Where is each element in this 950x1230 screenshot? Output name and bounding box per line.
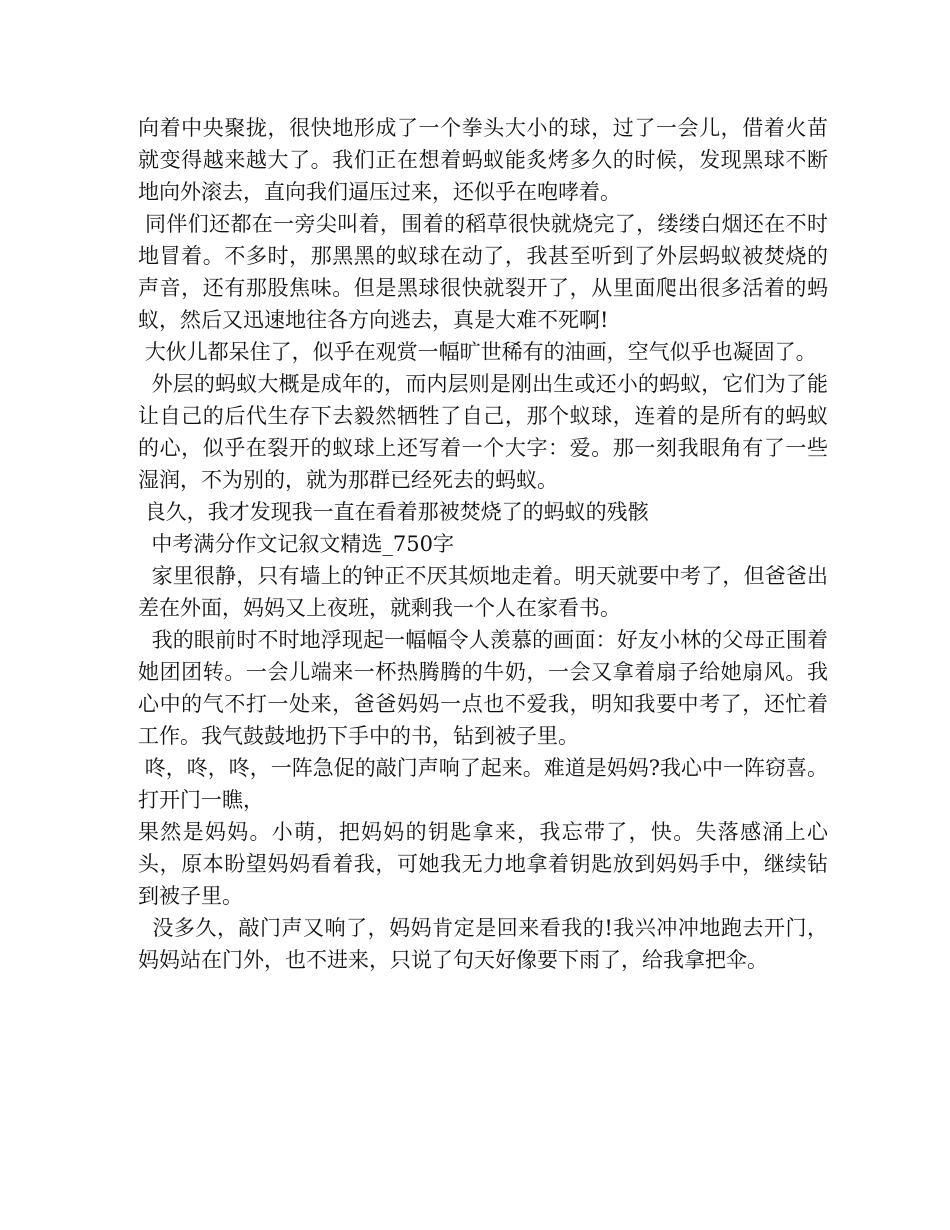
- paragraph: 良久，我才发现我一直在看着那被焚烧了的蚂蚁的残骸: [138, 500, 649, 524]
- paragraph: 没多久，敲门声又响了，妈妈肯定是回来看我的!我兴冲冲地跑去开门，妈妈站在门外，也不进来，只说了句天好像要下雨了，给我拿把伞。: [138, 916, 829, 972]
- paragraph: 同伴们还都在一旁尖叫着，围着的稻草很快就烧完了，缕缕白烟还在不时地冒着。不多时，那黑黑的蚁球在动了，我甚至听到了外层蚂蚁被焚烧的声音，还有那股焦味。但是黑球很快就裂开了，从里面爬出很多活着的蚂蚁，然后又迅速地往各方向逃去，真是大难不死啊!: [138, 212, 828, 332]
- section-title: 中考满分作文记叙文精选_750字: [138, 532, 454, 556]
- paragraph: 咚，咚，咚，一阵急促的敲门声响了起来。难道是妈妈?我心中一阵窃喜。打开门一瞧，: [138, 756, 828, 812]
- paragraph: 我的眼前时不时地浮现起一幅幅令人羡慕的画面：好友小林的父母正围着她团团转。一会儿端来一杯热腾腾的牛奶，一会又拿着扇子给她扇风。我心中的气不打一处来，爸爸妈妈一点也不爱我，明知我要中考了，还忙着工作。我气鼓鼓地扔下手中的书，钻到被子里。: [138, 628, 828, 748]
- paragraph: 果然是妈妈。小萌，把妈妈的钥匙拿来，我忘带了，快。失落感涌上心头，原本盼望妈妈看着我，可她我无力地拿着钥匙放到妈妈手中，继续钻到被子里。: [138, 820, 828, 908]
- document-body: [138, 112, 828, 976]
- paragraph: 家里很静，只有墙上的钟正不厌其烦地走着。明天就要中考了，但爸爸出差在外面，妈妈又上夜班，就剩我一个人在家看书。: [138, 564, 828, 620]
- paragraph: 大伙儿都呆住了，似乎在观赏一幅旷世稀有的油画，空气似乎也凝固了。: [138, 340, 817, 364]
- paragraph: 外层的蚂蚁大概是成年的，而内层则是刚出生或还小的蚂蚁，它们为了能让自己的后代生存下去毅然牺牲了自己，那个蚁球，连着的是所有的蚂蚁的心，似乎在裂开的蚁球上还写着一个大字：爱。那一刻我眼角有了一些湿润，不为别的，就为那群已经死去的蚂蚁。: [138, 372, 828, 492]
- paragraph: 向着中央聚拢，很快地形成了一个拳头大小的球，过了一会儿，借着火苗就变得越来越大了。我们正在想着蚂蚁能炙烤多久的时候，发现黑球不断地向外滚去，直向我们逼压过来，还似乎在咆哮着。: [138, 116, 828, 204]
